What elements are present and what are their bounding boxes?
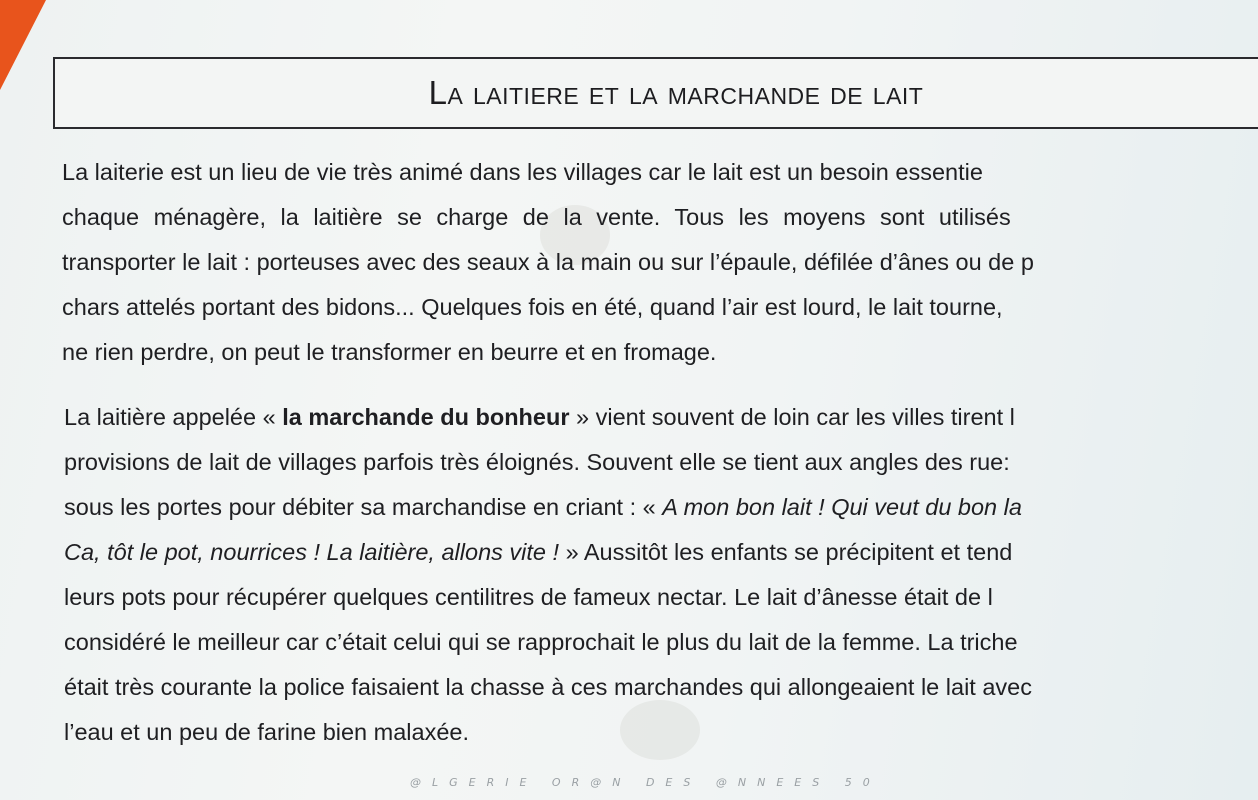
paragraph-2-line: était très courante la police faisaient la chasse à ces marchandes qui allongeaient le lait avec [64, 674, 1032, 700]
paragraph-1-line: transporter le lait : porteuses avec des seaux à la main ou sur l’épaule, défilée d’ânes ou de p [62, 249, 1034, 275]
document-title: La laitiere et la marchande de lait [428, 74, 924, 111]
paragraph-2-line: provisions de lait de villages parfois très éloignés. Souvent elle se tient aux angles des rue: [64, 449, 1010, 475]
paragraph-2-line [64, 530, 1254, 575]
bold-phrase: la marchande du bonheur [282, 404, 570, 430]
paragraph-2-line: leurs pots pour récupérer quelques centilitres de fameux nectar. Le lait d’ânesse était de l [64, 584, 993, 610]
paragraph-1-line: La laiterie est un lieu de vie très animé dans les villages car le lait est un besoin essentie [62, 159, 983, 185]
paragraph-2-line [64, 395, 1254, 440]
paragraph-2-line [64, 485, 1254, 530]
paragraph-2-line: considéré le meilleur car c’était celui qui se rapprochait le plus du lait de la femme. La triche [64, 629, 1018, 655]
italic-quote: Ca, tôt le pot, nourrices ! La laitière, allons vite ! [64, 539, 566, 565]
paragraph-1-line: chaque ménagère, la laitière se charge de la vente. Tous les moyens sont utilisés [62, 204, 1011, 230]
text-run: La laitière appelée « [64, 404, 283, 430]
paragraph-2-line: l’eau et un peu de farine bien malaxée. [64, 719, 470, 745]
paragraph-2 [64, 395, 1254, 755]
orange-corner-decoration [0, 0, 46, 90]
text-run: » Aussitôt les enfants se précipitent et tend [565, 539, 1013, 565]
watermark: @LGERIE OR@N DES @NNEES 50 [410, 776, 881, 789]
text-run: » vient souvent de loin car les villes tirent l [569, 404, 1015, 430]
paragraph-1 [62, 150, 1252, 375]
title-box [53, 57, 1258, 129]
italic-quote: A mon bon lait ! Qui veut du bon la [662, 494, 1022, 520]
paragraph-1-line: ne rien perdre, on peut le transformer en beurre et en fromage. [62, 339, 717, 365]
text-run: sous les portes pour débiter sa marchandise en criant : « [64, 494, 663, 520]
paragraph-1-line: chars attelés portant des bidons... Quelques fois en été, quand l’air est lourd, le lait tourne, [62, 294, 1003, 320]
